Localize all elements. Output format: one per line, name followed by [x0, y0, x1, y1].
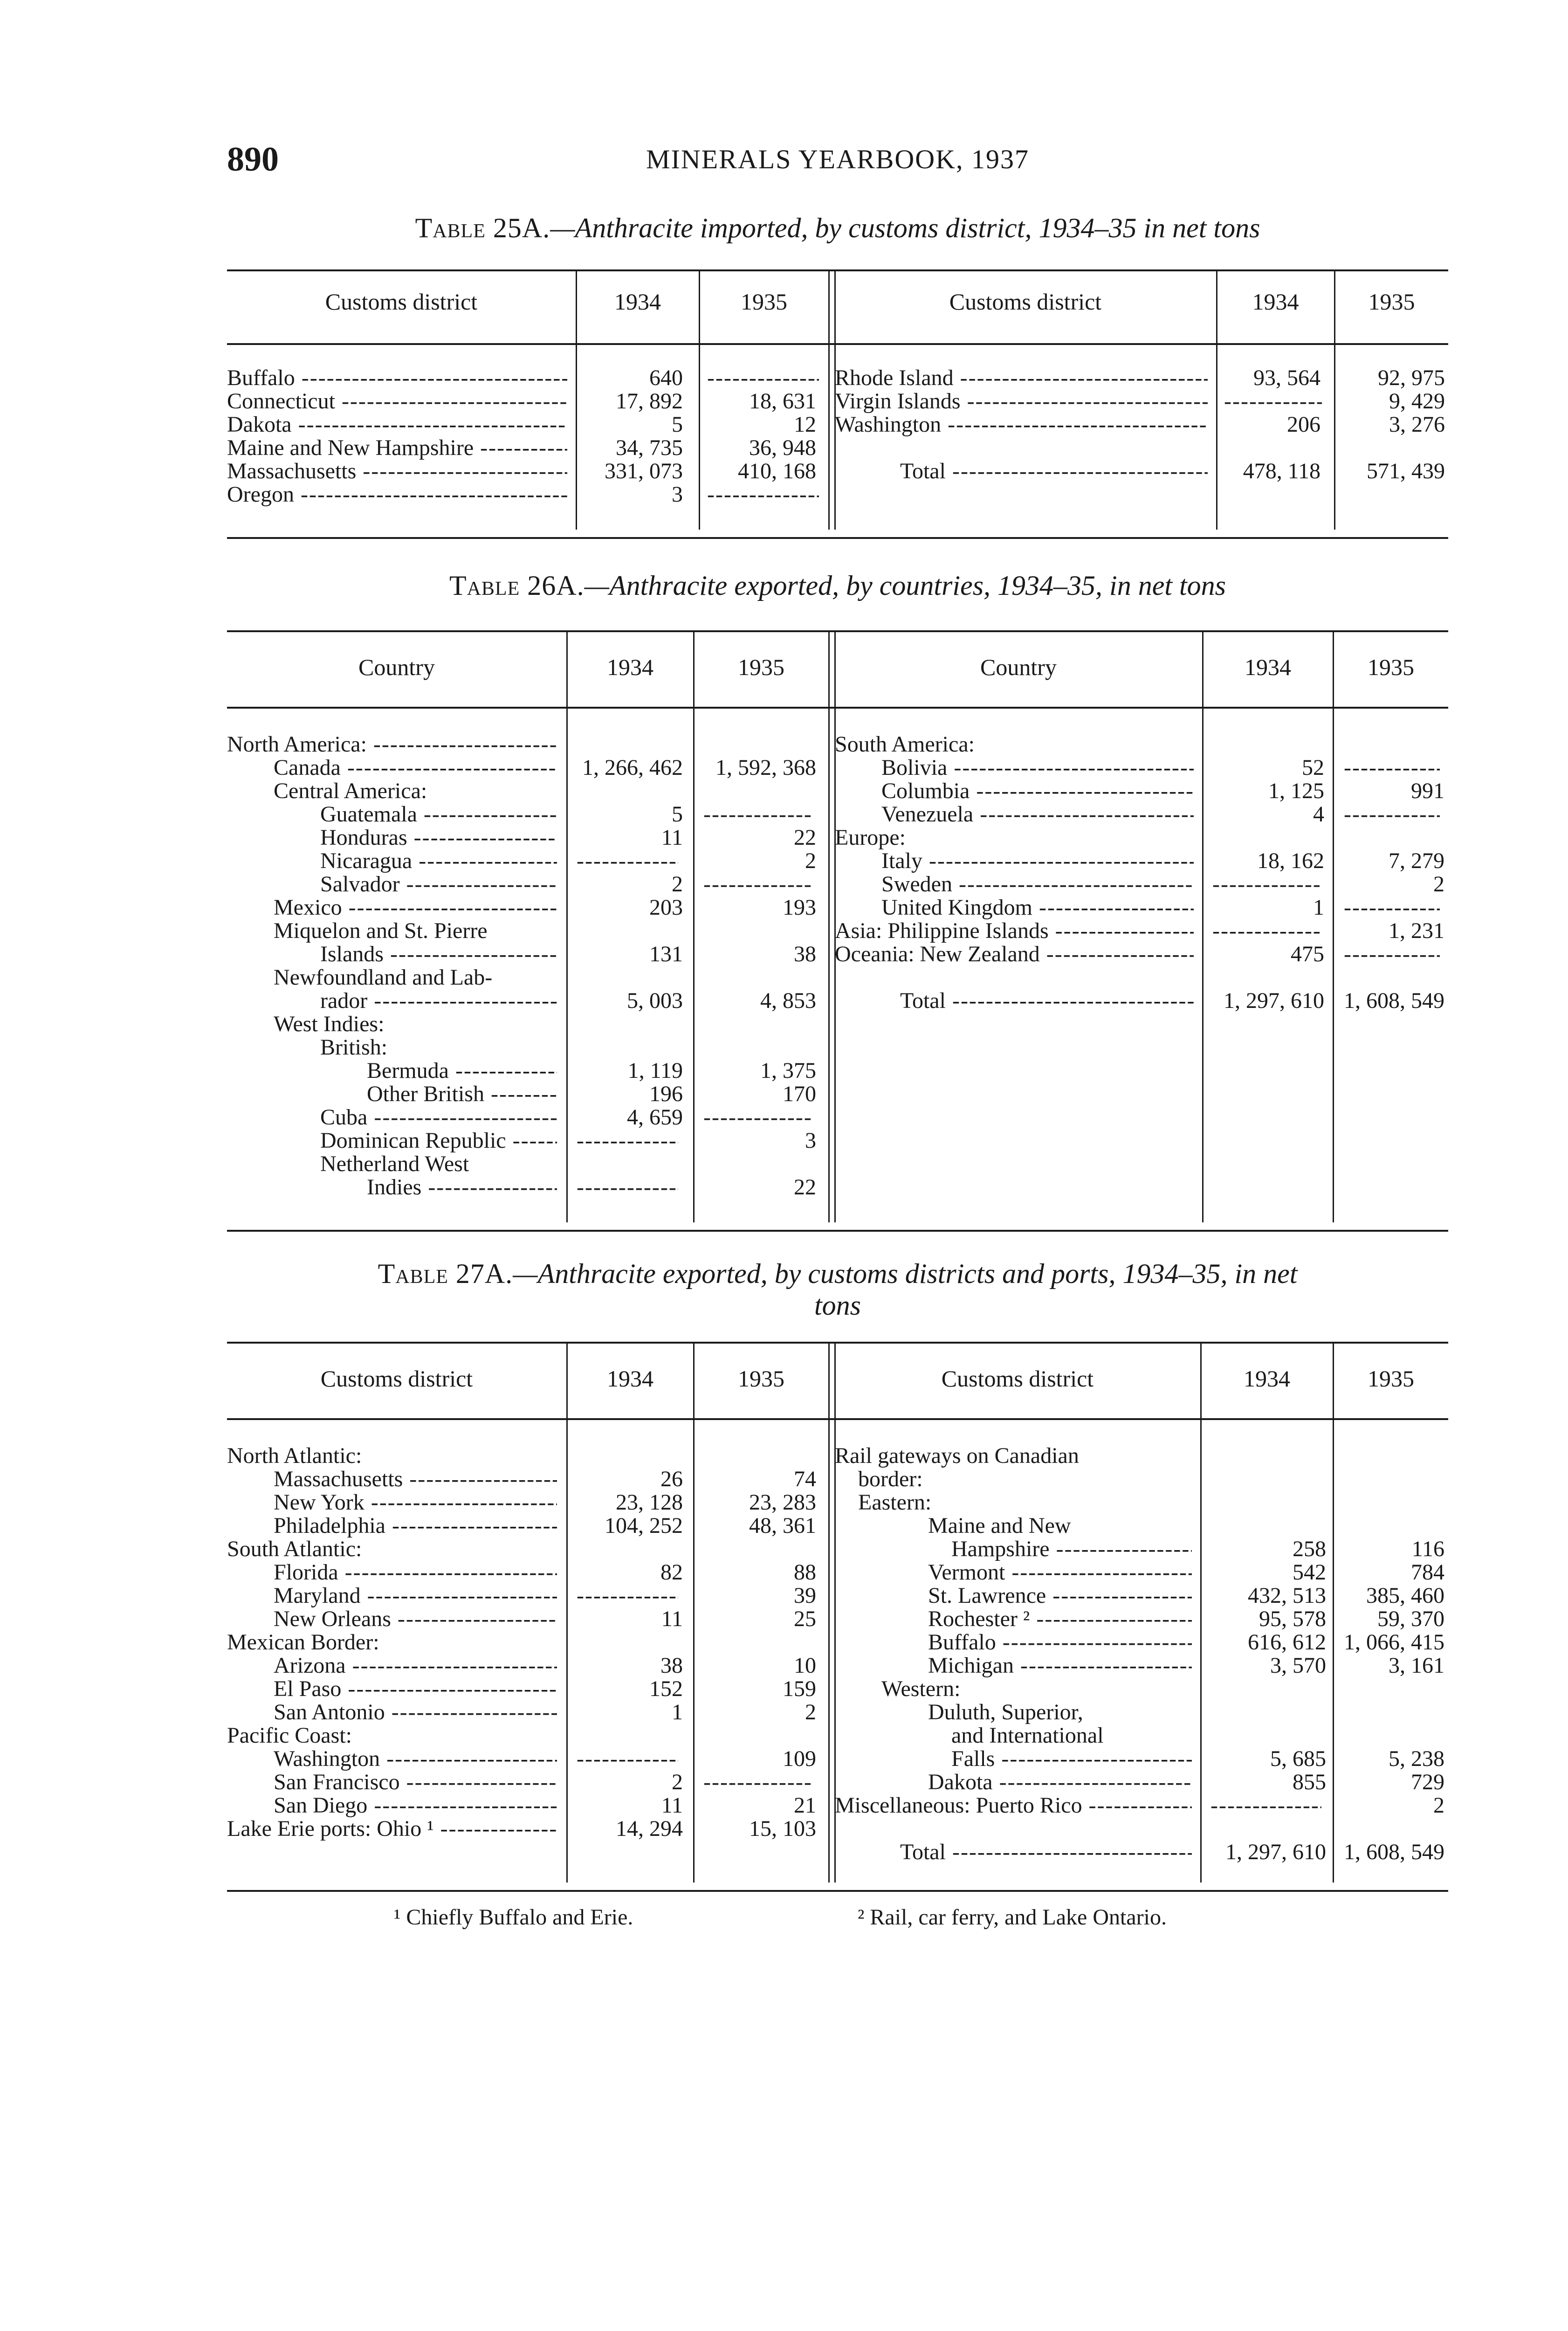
row-label: Philadelphia -----	[274, 1514, 557, 1538]
empty-cell-dash	[577, 1176, 678, 1199]
row-label: Dakota -----	[227, 413, 567, 436]
table-row	[835, 873, 1448, 896]
row-label: Total -----	[900, 989, 1194, 1013]
row-label: Oregon -----	[227, 483, 567, 506]
value-1934: 17, 892	[616, 389, 683, 414]
row-label: Canada -----	[274, 756, 557, 779]
t25-header-1934-right: 1934	[1252, 289, 1299, 315]
table-row	[227, 436, 828, 460]
row-label: Massachusetts -----	[274, 1468, 557, 1491]
value-1934: 1, 297, 610	[1224, 988, 1324, 1013]
value-1935: 21	[794, 1793, 816, 1818]
row-label: British:	[320, 1036, 388, 1059]
empty-cell-dash	[577, 1584, 678, 1607]
value-1934: 1	[672, 1700, 683, 1724]
empty-cell-dash	[1344, 943, 1440, 966]
running-title: MINERALS YEARBOOK, 1937	[646, 144, 1030, 174]
row-label: San Diego -----	[274, 1794, 557, 1817]
table-row	[227, 1631, 828, 1654]
value-1934: 478, 118	[1243, 459, 1320, 483]
table-row	[835, 943, 1448, 966]
table-row	[835, 756, 1448, 779]
row-label: Columbia -----	[881, 779, 1194, 803]
value-1934: 4, 659	[627, 1105, 683, 1130]
value-1935: 25	[794, 1607, 816, 1631]
value-1934: 640	[649, 366, 683, 390]
t25-header-district-left: Customs district	[325, 289, 478, 315]
table-row	[227, 826, 828, 849]
value-1934: 475	[1291, 942, 1324, 966]
value-1935: 116	[1411, 1537, 1444, 1561]
value-1935: 729	[1411, 1770, 1444, 1794]
t26-header-country-right: Country	[980, 654, 1057, 680]
table-row	[227, 733, 828, 756]
table-27a-label: Table 27A.	[378, 1258, 513, 1289]
table-row	[227, 1129, 828, 1152]
empty-cell-dash	[577, 1747, 678, 1771]
value-1934: 152	[649, 1676, 683, 1701]
t26-header-1935-left: 1935	[738, 654, 784, 680]
value-1935: 1, 592, 368	[715, 755, 816, 780]
table-row	[835, 849, 1448, 873]
row-label: El Paso -----	[274, 1677, 557, 1701]
row-label: rador -----	[320, 989, 557, 1013]
table-25a-title: —Anthracite imported, by customs district, 1934–35 in net tons	[550, 213, 1260, 243]
value-1934: 34, 735	[616, 435, 683, 460]
row-label: Newfoundland and Lab-	[274, 966, 493, 989]
table-row	[835, 733, 1448, 756]
empty-cell-dash	[1344, 896, 1440, 919]
row-label: Netherland West	[320, 1152, 469, 1176]
table-row	[227, 756, 828, 779]
table-row	[835, 1584, 1448, 1607]
table-26a-label: Table 26A.	[449, 570, 585, 601]
table-row	[227, 1747, 828, 1771]
row-label: South Atlantic:	[227, 1538, 362, 1561]
row-label: Salvador -----	[320, 873, 557, 896]
t27-header-1935-right: 1935	[1368, 1365, 1414, 1392]
value-1935: 410, 168	[738, 459, 816, 483]
table-row	[227, 849, 828, 873]
row-label: Honduras -----	[320, 826, 557, 849]
row-label: Europe:	[835, 826, 906, 849]
row-label: Italy -----	[881, 849, 1194, 873]
value-1934: 14, 294	[616, 1816, 683, 1841]
value-1935: 2	[805, 1700, 816, 1724]
t26-header-1935-right: 1935	[1368, 654, 1414, 680]
total-row	[835, 1841, 1448, 1864]
table-row	[227, 779, 828, 803]
page-number: 890	[227, 140, 279, 179]
table-row	[835, 1631, 1448, 1654]
table-row	[835, 390, 1448, 413]
value-1935: 22	[794, 825, 816, 850]
value-1934: 196	[649, 1082, 683, 1106]
value-1935: 1, 608, 549	[1344, 988, 1444, 1013]
value-1935: 1, 066, 415	[1344, 1630, 1444, 1655]
value-1935: 571, 439	[1367, 459, 1445, 483]
table-row	[835, 1654, 1448, 1677]
value-1935: 3, 161	[1389, 1653, 1444, 1678]
value-1935: 15, 103	[749, 1816, 816, 1841]
value-1934: 5, 003	[627, 988, 683, 1013]
value-1935: 4, 853	[760, 988, 816, 1013]
value-1934: 542	[1293, 1560, 1326, 1585]
row-label: North Atlantic:	[227, 1444, 362, 1468]
value-1935: 36, 948	[749, 435, 816, 460]
value-1934: 3, 570	[1270, 1653, 1326, 1678]
table-row	[835, 413, 1448, 436]
table-row	[835, 1794, 1448, 1817]
total-row	[835, 460, 1448, 483]
row-label: Michigan -----	[928, 1654, 1192, 1677]
row-label: Maine and New	[928, 1514, 1071, 1538]
row-label: Venezuela -----	[881, 803, 1194, 826]
value-1934: 616, 612	[1248, 1630, 1326, 1655]
table-row	[227, 460, 828, 483]
value-1934: 203	[649, 895, 683, 920]
row-label: Maryland -----	[274, 1584, 557, 1607]
table-row	[227, 1701, 828, 1724]
table-row	[835, 1771, 1448, 1794]
row-label: Rochester ² -----	[928, 1607, 1192, 1631]
empty-cell-dash	[577, 849, 678, 873]
table-26a	[227, 630, 1448, 1232]
row-label: Buffalo -----	[227, 366, 567, 390]
value-1934: 206	[1287, 412, 1320, 437]
table-27a-title-continued: tons	[814, 1290, 861, 1321]
row-label: Mexican Border:	[227, 1631, 379, 1654]
value-1935: 22	[794, 1175, 816, 1200]
row-label: border:	[858, 1468, 923, 1491]
value-1934: 432, 513	[1248, 1583, 1326, 1608]
table-27a	[227, 1342, 1448, 1892]
table-row	[227, 1514, 828, 1538]
row-label: Hampshire -----	[951, 1538, 1192, 1561]
value-1935: 193	[783, 895, 816, 920]
table-row	[835, 1701, 1448, 1724]
empty-cell-dash	[707, 483, 819, 506]
value-1934: 331, 073	[605, 459, 683, 483]
table-row	[227, 1176, 828, 1199]
value-1935: 48, 361	[749, 1513, 816, 1538]
table-row	[227, 1561, 828, 1584]
t26-header-1934-left: 1934	[607, 654, 653, 680]
row-label: Virgin Islands -----	[835, 390, 1208, 413]
empty-cell-dash	[577, 1129, 678, 1152]
table-row	[227, 989, 828, 1013]
row-label: Miscellaneous: Puerto Rico -----	[835, 1794, 1192, 1817]
table-25a	[227, 269, 1448, 539]
value-1935: 18, 631	[749, 389, 816, 414]
row-label: Guatemala -----	[320, 803, 557, 826]
empty-cell-dash	[1212, 919, 1320, 943]
value-1935: 784	[1411, 1560, 1444, 1585]
value-1935: 5, 238	[1389, 1746, 1444, 1771]
row-label: and International	[951, 1724, 1104, 1747]
table-row	[227, 1584, 828, 1607]
row-label: Washington -----	[835, 413, 1208, 436]
table-25a-label: Table 25A.	[415, 213, 550, 243]
value-1934: 11	[661, 1793, 683, 1818]
row-label: South America:	[835, 733, 975, 756]
row-label: Sweden -----	[881, 873, 1194, 896]
empty-cell-dash	[1224, 390, 1322, 413]
t27-header-1934-left: 1934	[607, 1365, 653, 1392]
value-1935: 88	[794, 1560, 816, 1585]
table-row	[227, 1794, 828, 1817]
row-label: Maine and New Hampshire -----	[227, 436, 567, 460]
value-1934: 1	[1313, 895, 1324, 920]
table-27a-title: —Anthracite exported, by customs districts and ports, 1934–35, in net	[513, 1258, 1298, 1289]
value-1934: 18, 162	[1257, 848, 1324, 873]
value-1934: 131	[649, 942, 683, 966]
page-header	[227, 140, 1448, 182]
row-label: Indies -----	[367, 1176, 557, 1199]
value-1934: 82	[660, 1560, 683, 1585]
table-row	[227, 896, 828, 919]
row-label: Rhode Island -----	[835, 366, 1208, 390]
table-row	[227, 366, 828, 390]
row-label: Miquelon and St. Pierre	[274, 919, 488, 943]
table-25a-caption	[227, 212, 1448, 244]
table-row	[835, 1677, 1448, 1701]
table-26a-caption	[227, 570, 1448, 601]
table-row	[835, 1514, 1448, 1538]
value-1935: 1, 608, 549	[1344, 1840, 1444, 1864]
value-1935: 1, 231	[1389, 918, 1444, 943]
row-label: Washington -----	[274, 1747, 557, 1771]
row-label: Cuba -----	[320, 1106, 557, 1129]
table-row	[227, 943, 828, 966]
t27-header-district-right: Customs district	[941, 1365, 1094, 1392]
value-1934: 258	[1293, 1537, 1326, 1561]
row-label: Islands -----	[320, 943, 557, 966]
t25-header-district-right: Customs district	[949, 289, 1102, 315]
empty-cell-dash	[1344, 756, 1440, 779]
row-label: Asia: Philippine Islands -----	[835, 919, 1194, 943]
value-1934: 1, 119	[627, 1058, 683, 1083]
row-label: Rail gateways on Canadian	[835, 1444, 1079, 1468]
table-row	[227, 919, 828, 943]
value-1934: 1, 266, 462	[582, 755, 683, 780]
row-label: Vermont -----	[928, 1561, 1192, 1584]
value-1935: 59, 370	[1377, 1607, 1444, 1631]
row-label: Mexico -----	[274, 896, 557, 919]
t25-header-1935-left: 1935	[741, 289, 787, 315]
empty-cell-dash	[1344, 803, 1440, 826]
empty-cell-dash	[1210, 1794, 1321, 1817]
row-label: United Kingdom -----	[881, 896, 1194, 919]
table-row	[227, 1036, 828, 1059]
table-row	[835, 896, 1448, 919]
value-1935: 991	[1411, 779, 1444, 803]
table-row	[835, 1607, 1448, 1631]
row-label: North America: -----	[227, 733, 557, 756]
table-row	[227, 1491, 828, 1514]
row-label: Dominican Republic -----	[320, 1129, 557, 1152]
value-1934: 11	[661, 825, 683, 850]
value-1934: 2	[672, 1770, 683, 1794]
t27-header-district-left: Customs district	[320, 1365, 473, 1392]
table-row	[227, 1654, 828, 1677]
table-row	[227, 966, 828, 989]
t26-header-country-left: Country	[358, 654, 435, 680]
table-row	[835, 1538, 1448, 1561]
value-1935: 2	[805, 848, 816, 873]
row-label: Total -----	[900, 1841, 1192, 1864]
empty-cell-dash	[703, 803, 812, 826]
value-1934: 95, 578	[1259, 1607, 1326, 1631]
row-label: Eastern:	[858, 1491, 932, 1514]
table-row	[835, 919, 1448, 943]
table-row	[835, 1468, 1448, 1491]
table-row	[227, 1677, 828, 1701]
row-label: Dakota -----	[928, 1771, 1192, 1794]
value-1935: 170	[783, 1082, 816, 1106]
table-row	[227, 1444, 828, 1468]
value-1934: 1, 297, 610	[1225, 1840, 1326, 1864]
value-1935: 7, 279	[1389, 848, 1444, 873]
t25-header-1935-right: 1935	[1368, 289, 1415, 315]
table-row	[227, 1468, 828, 1491]
value-1934: 3	[672, 482, 683, 507]
table-row	[227, 1817, 828, 1841]
table-26a-title: —Anthracite exported, by countries, 1934–35, in net tons	[584, 570, 1226, 601]
value-1935: 74	[794, 1467, 816, 1491]
row-label: Arizona -----	[274, 1654, 557, 1677]
footnote-1: ¹ Chiefly Buffalo and Erie.	[394, 1905, 633, 1930]
row-label: St. Lawrence -----	[928, 1584, 1192, 1607]
table-row	[835, 1491, 1448, 1514]
value-1935: 12	[794, 412, 816, 437]
empty-cell-dash	[1212, 873, 1320, 896]
row-label: Connecticut -----	[227, 390, 567, 413]
value-1935: 38	[794, 942, 816, 966]
table-row	[835, 1724, 1448, 1747]
value-1935: 1, 375	[760, 1058, 816, 1083]
table-row	[227, 1059, 828, 1083]
value-1934: 11	[661, 1607, 683, 1631]
table-row	[835, 366, 1448, 390]
value-1935: 3	[805, 1128, 816, 1153]
row-label: San Antonio -----	[274, 1701, 557, 1724]
empty-cell-dash	[703, 1106, 812, 1129]
row-label: Other British -----	[367, 1083, 557, 1106]
table-row	[835, 1561, 1448, 1584]
row-label: Massachusetts -----	[227, 460, 567, 483]
row-label: Total -----	[900, 460, 1208, 483]
row-label: Western:	[881, 1677, 961, 1701]
row-label: Nicaragua -----	[320, 849, 557, 873]
value-1934: 104, 252	[605, 1513, 683, 1538]
t27-header-1935-left: 1935	[738, 1365, 784, 1392]
row-label: New York -----	[274, 1491, 557, 1514]
table-row	[227, 873, 828, 896]
table-row	[227, 1607, 828, 1631]
row-label: Central America:	[274, 779, 427, 803]
value-1934: 5	[672, 802, 683, 827]
value-1935: 2	[1433, 872, 1444, 897]
empty-cell-dash	[703, 873, 812, 896]
value-1935: 109	[783, 1746, 816, 1771]
t25-header-1934-left: 1934	[614, 289, 661, 315]
value-1935: 10	[794, 1653, 816, 1678]
value-1935: 23, 283	[749, 1490, 816, 1515]
table-row	[227, 1013, 828, 1036]
table-row	[835, 779, 1448, 803]
row-label: San Francisco -----	[274, 1771, 557, 1794]
table-row	[227, 803, 828, 826]
row-label: Buffalo -----	[928, 1631, 1192, 1654]
value-1934: 4	[1313, 802, 1324, 827]
value-1934: 52	[1302, 755, 1324, 780]
total-row	[835, 989, 1448, 1013]
row-label: Oceania: New Zealand -----	[835, 943, 1194, 966]
row-label: Bolivia -----	[881, 756, 1194, 779]
value-1935: 39	[794, 1583, 816, 1608]
value-1934: 93, 564	[1253, 366, 1320, 390]
table-row	[835, 1444, 1448, 1468]
table-27a-caption	[227, 1258, 1448, 1321]
table-row	[227, 413, 828, 436]
table-row	[227, 1106, 828, 1129]
row-label: Bermuda -----	[367, 1059, 557, 1083]
value-1934: 23, 128	[616, 1490, 683, 1515]
row-label: West Indies:	[274, 1013, 385, 1036]
row-label: Falls -----	[951, 1747, 1192, 1771]
row-label: Duluth, Superior,	[928, 1701, 1083, 1724]
table-row	[227, 1771, 828, 1794]
value-1935: 385, 460	[1366, 1583, 1444, 1608]
value-1934: 5, 685	[1270, 1746, 1326, 1771]
table-row	[835, 1747, 1448, 1771]
value-1935: 3, 276	[1389, 412, 1445, 437]
t27-header-1934-right: 1934	[1244, 1365, 1290, 1392]
table-row	[227, 1724, 828, 1747]
table-row	[227, 483, 828, 506]
table-row	[227, 1083, 828, 1106]
value-1934: 5	[672, 412, 683, 437]
value-1934: 1, 125	[1268, 779, 1324, 803]
table-row	[227, 390, 828, 413]
row-label: Lake Erie ports: Ohio ¹ -----	[227, 1817, 557, 1841]
value-1934: 2	[672, 872, 683, 897]
table-row	[227, 1152, 828, 1176]
table-row	[835, 803, 1448, 826]
value-1935: 159	[783, 1676, 816, 1701]
row-label: New Orleans -----	[274, 1607, 557, 1631]
value-1935: 92, 975	[1378, 366, 1445, 390]
table-row	[227, 1538, 828, 1561]
empty-cell-dash	[703, 1771, 812, 1794]
empty-cell-dash	[707, 366, 819, 390]
value-1935: 2	[1433, 1793, 1444, 1818]
value-1934: 855	[1293, 1770, 1326, 1794]
t26-header-1934-right: 1934	[1245, 654, 1291, 680]
footnote-2: ² Rail, car ferry, and Lake Ontario.	[858, 1905, 1167, 1930]
value-1935: 9, 429	[1389, 389, 1445, 414]
row-label: Pacific Coast:	[227, 1724, 352, 1747]
row-label: Florida -----	[274, 1561, 557, 1584]
value-1934: 26	[660, 1467, 683, 1491]
value-1934: 38	[660, 1653, 683, 1678]
table-row	[835, 826, 1448, 849]
